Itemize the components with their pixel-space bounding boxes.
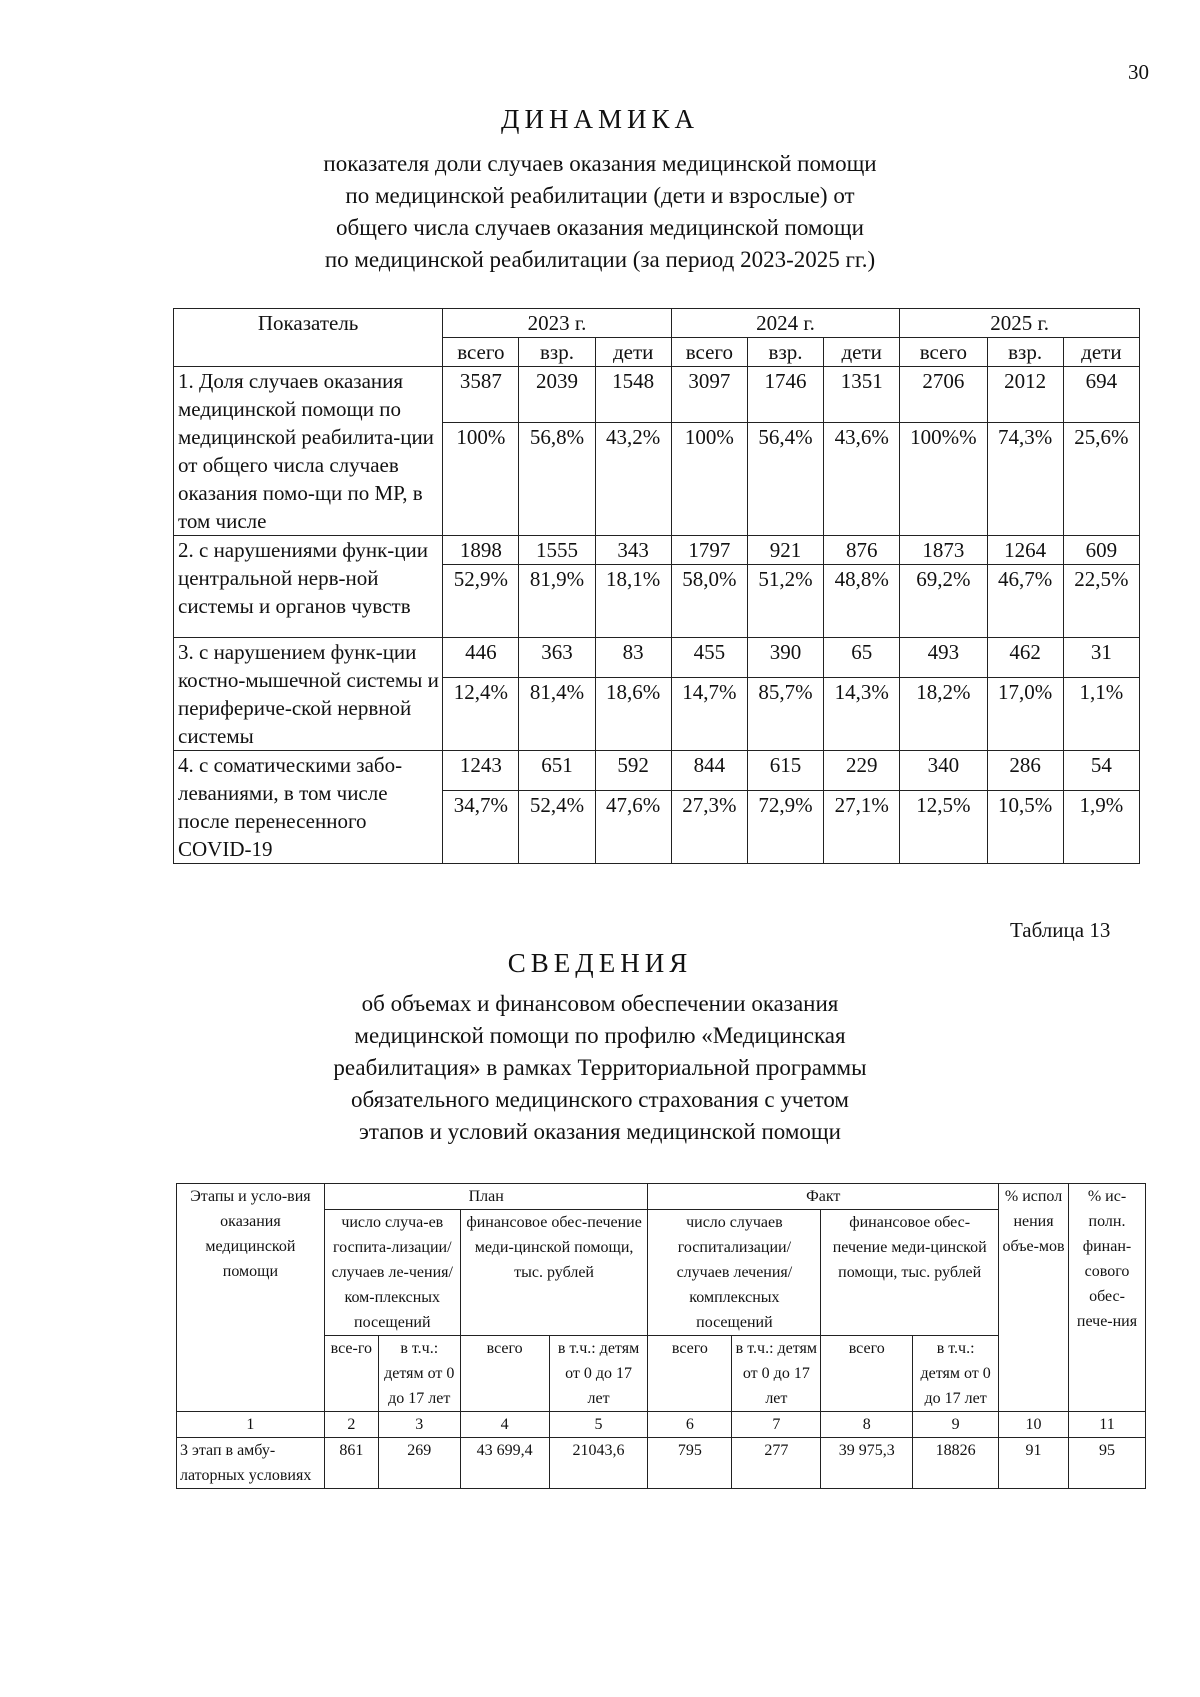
value-cell: 95 bbox=[1069, 1438, 1146, 1489]
percent-cell: 58,0% bbox=[671, 565, 747, 638]
percent-cell: 12,4% bbox=[443, 678, 519, 751]
count-cell: 1555 bbox=[519, 536, 595, 565]
percent-cell: 18,2% bbox=[900, 678, 987, 751]
section2-subtitle bbox=[0, 988, 1200, 1148]
percent-cell: 81,9% bbox=[519, 565, 595, 638]
table-row bbox=[174, 751, 1140, 791]
count-cell: 340 bbox=[900, 751, 987, 791]
count-cell: 390 bbox=[747, 638, 823, 678]
subtitle-line: медицинской помощи по профилю «Медицинская bbox=[354, 1023, 846, 1048]
subtitle-line: этапов и условий оказания медицинской помощи bbox=[359, 1119, 841, 1144]
subheader-total: всего bbox=[443, 338, 519, 367]
header-stage: Этапы и усло-вия оказания медицинской помощи bbox=[177, 1184, 325, 1412]
count-cell: 1264 bbox=[987, 536, 1063, 565]
count-cell: 2012 bbox=[987, 367, 1063, 423]
subheader-adults: взр. bbox=[987, 338, 1063, 367]
count-cell: 286 bbox=[987, 751, 1063, 791]
column-number: 9 bbox=[913, 1412, 999, 1438]
dynamics-table bbox=[173, 308, 1140, 864]
row-label: 1. Доля случаев оказания медицинской помощи по медицинской реабилита-ции от общего числа случаев оказания помо-щи по МР, в том числе bbox=[174, 367, 443, 536]
percent-cell: 17,0% bbox=[987, 678, 1063, 751]
percent-cell: 43,6% bbox=[824, 423, 900, 536]
header-fact: Факт bbox=[648, 1184, 999, 1210]
percent-cell: 100% bbox=[671, 423, 747, 536]
row-label: 2. с нарушениями функ-ции центральной нерв-ной системы и органов чувств bbox=[174, 536, 443, 638]
header-plan-cases: число случа-ев госпита-лизации/ случаев ле-чения/ ком-плексных посещений bbox=[324, 1210, 460, 1336]
percent-cell: 43,2% bbox=[595, 423, 671, 536]
percent-cell: 18,6% bbox=[595, 678, 671, 751]
subtitle-line: об объемах и финансовом обеспечении оказания bbox=[361, 991, 839, 1016]
value-cell: 861 bbox=[324, 1438, 378, 1489]
subheader-children: дети bbox=[595, 338, 671, 367]
header-pct-finance: % ис-полн. финан-сового обес-пече-ния bbox=[1069, 1184, 1146, 1412]
percent-cell: 72,9% bbox=[747, 791, 823, 864]
count-cell: 651 bbox=[519, 751, 595, 791]
percent-cell: 34,7% bbox=[443, 791, 519, 864]
count-cell: 1797 bbox=[671, 536, 747, 565]
header-year: 2024 г. bbox=[671, 309, 900, 338]
percent-cell: 52,9% bbox=[443, 565, 519, 638]
count-cell: 592 bbox=[595, 751, 671, 791]
percent-cell: 69,2% bbox=[900, 565, 987, 638]
value-cell: 43 699,4 bbox=[460, 1438, 549, 1489]
header-plan-finance: финансовое обес-печение меди-цинской помощи, тыс. рублей bbox=[460, 1210, 648, 1336]
column-number: 8 bbox=[821, 1412, 913, 1438]
dynamics-table-body bbox=[174, 367, 1140, 864]
count-cell: 83 bbox=[595, 638, 671, 678]
percent-cell: 12,5% bbox=[900, 791, 987, 864]
subtitle-line: по медицинской реабилитации (за период 2023-2025 гг.) bbox=[324, 247, 876, 272]
subtitle-line: по медицинской реабилитации (дети и взрослые) от bbox=[345, 183, 855, 208]
percent-cell: 1,1% bbox=[1063, 678, 1139, 751]
row-label: 3. с нарушением функ-ции костно-мышечной системы и перифериче-ской нервной системы bbox=[174, 638, 443, 751]
subheader-total: всего bbox=[460, 1336, 549, 1412]
table-row bbox=[174, 536, 1140, 565]
percent-cell: 22,5% bbox=[1063, 565, 1139, 638]
subtitle-line: обязательного медицинского страхования с учетом bbox=[351, 1087, 849, 1112]
table-row bbox=[174, 638, 1140, 678]
count-cell: 462 bbox=[987, 638, 1063, 678]
subheader-children: дети bbox=[1063, 338, 1139, 367]
percent-cell: 47,6% bbox=[595, 791, 671, 864]
count-cell: 3587 bbox=[443, 367, 519, 423]
percent-cell: 52,4% bbox=[519, 791, 595, 864]
percent-cell: 27,3% bbox=[671, 791, 747, 864]
count-cell: 1243 bbox=[443, 751, 519, 791]
column-number: 11 bbox=[1069, 1412, 1146, 1438]
subheader-children: в т.ч.: детям от 0 до 17 лет bbox=[378, 1336, 460, 1412]
percent-cell: 18,1% bbox=[595, 565, 671, 638]
header-year: 2023 г. bbox=[443, 309, 672, 338]
count-cell: 65 bbox=[824, 638, 900, 678]
count-cell: 694 bbox=[1063, 367, 1139, 423]
column-number: 5 bbox=[549, 1412, 648, 1438]
percent-cell: 48,8% bbox=[824, 565, 900, 638]
header-indicator: Показатель bbox=[174, 309, 443, 367]
column-number: 6 bbox=[648, 1412, 732, 1438]
count-cell: 1548 bbox=[595, 367, 671, 423]
subheader-total: всего bbox=[671, 338, 747, 367]
count-cell: 493 bbox=[900, 638, 987, 678]
count-cell: 609 bbox=[1063, 536, 1139, 565]
count-cell: 363 bbox=[519, 638, 595, 678]
row-stage: 3 этап в амбу-латорных условиях bbox=[177, 1438, 325, 1489]
subheader-children: в т.ч.: детям от 0 до 17 лет bbox=[913, 1336, 999, 1412]
percent-cell: 14,3% bbox=[824, 678, 900, 751]
count-cell: 1746 bbox=[747, 367, 823, 423]
subheader-total: всего bbox=[900, 338, 987, 367]
column-numbers-row bbox=[177, 1412, 1146, 1438]
subheader-children: в т.ч.: детям от 0 до 17 лет bbox=[732, 1336, 821, 1412]
count-cell: 1898 bbox=[443, 536, 519, 565]
subheader-adults: взр. bbox=[519, 338, 595, 367]
subheader-adults: взр. bbox=[747, 338, 823, 367]
header-fact-finance: финансовое обес-печение меди-цинской помощи, тыс. рублей bbox=[821, 1210, 999, 1336]
count-cell: 455 bbox=[671, 638, 747, 678]
column-number: 1 bbox=[177, 1412, 325, 1438]
subheader-children: дети bbox=[824, 338, 900, 367]
value-cell: 269 bbox=[378, 1438, 460, 1489]
count-cell: 1351 bbox=[824, 367, 900, 423]
percent-cell: 46,7% bbox=[987, 565, 1063, 638]
count-cell: 2706 bbox=[900, 367, 987, 423]
value-cell: 795 bbox=[648, 1438, 732, 1489]
row-label: 4. с соматическими забо-леваниями, в том числе после перенесенного COVID-19 bbox=[174, 751, 443, 864]
column-number: 10 bbox=[999, 1412, 1069, 1438]
section2-title: СВЕДЕНИЯ bbox=[507, 948, 693, 978]
table-row bbox=[177, 1438, 1146, 1489]
column-number: 4 bbox=[460, 1412, 549, 1438]
column-number: 3 bbox=[378, 1412, 460, 1438]
count-cell: 3097 bbox=[671, 367, 747, 423]
column-number: 2 bbox=[324, 1412, 378, 1438]
count-cell: 2039 bbox=[519, 367, 595, 423]
table-row bbox=[174, 367, 1140, 423]
percent-cell: 56,4% bbox=[747, 423, 823, 536]
subtitle-line: реабилитация» в рамках Территориальной программы bbox=[333, 1055, 867, 1080]
page-number: 30 bbox=[1128, 60, 1149, 84]
count-cell: 343 bbox=[595, 536, 671, 565]
value-cell: 277 bbox=[732, 1438, 821, 1489]
percent-cell: 51,2% bbox=[747, 565, 823, 638]
subheader-total: всего bbox=[648, 1336, 732, 1412]
count-cell: 54 bbox=[1063, 751, 1139, 791]
percent-cell: 27,1% bbox=[824, 791, 900, 864]
section1-title: ДИНАМИКА bbox=[501, 104, 699, 134]
percent-cell: 85,7% bbox=[747, 678, 823, 751]
percent-cell: 56,8% bbox=[519, 423, 595, 536]
section1-subtitle bbox=[0, 148, 1200, 276]
count-cell: 921 bbox=[747, 536, 823, 565]
subtitle-line: показателя доли случаев оказания медицинской помощи bbox=[323, 151, 877, 176]
percent-cell: 25,6% bbox=[1063, 423, 1139, 536]
header-fact-cases: число случаев госпитализации/ случаев лечения/ комплексных посещений bbox=[648, 1210, 821, 1336]
subtitle-line: общего числа случаев оказания медицинской помощи bbox=[336, 215, 864, 240]
header-year: 2025 г. bbox=[900, 309, 1140, 338]
column-number: 7 bbox=[732, 1412, 821, 1438]
count-cell: 844 bbox=[671, 751, 747, 791]
value-cell: 39 975,3 bbox=[821, 1438, 913, 1489]
count-cell: 1873 bbox=[900, 536, 987, 565]
percent-cell: 81,4% bbox=[519, 678, 595, 751]
percent-cell: 10,5% bbox=[987, 791, 1063, 864]
header-pct-volume: % испол нения объе-мов bbox=[999, 1184, 1069, 1412]
count-cell: 446 bbox=[443, 638, 519, 678]
percent-cell: 100% bbox=[443, 423, 519, 536]
subheader-total: все-го bbox=[324, 1336, 378, 1412]
subheader-total: всего bbox=[821, 1336, 913, 1412]
volumes-table bbox=[176, 1183, 1146, 1489]
percent-cell: 100%% bbox=[900, 423, 987, 536]
table-label: Таблица 13 bbox=[1010, 918, 1111, 942]
subheader-children: в т.ч.: детям от 0 до 17 лет bbox=[549, 1336, 648, 1412]
count-cell: 229 bbox=[824, 751, 900, 791]
header-plan: План bbox=[324, 1184, 648, 1210]
value-cell: 18826 bbox=[913, 1438, 999, 1489]
percent-cell: 14,7% bbox=[671, 678, 747, 751]
value-cell: 91 bbox=[999, 1438, 1069, 1489]
percent-cell: 74,3% bbox=[987, 423, 1063, 536]
count-cell: 31 bbox=[1063, 638, 1139, 678]
percent-cell: 1,9% bbox=[1063, 791, 1139, 864]
value-cell: 21043,6 bbox=[549, 1438, 648, 1489]
count-cell: 615 bbox=[747, 751, 823, 791]
count-cell: 876 bbox=[824, 536, 900, 565]
